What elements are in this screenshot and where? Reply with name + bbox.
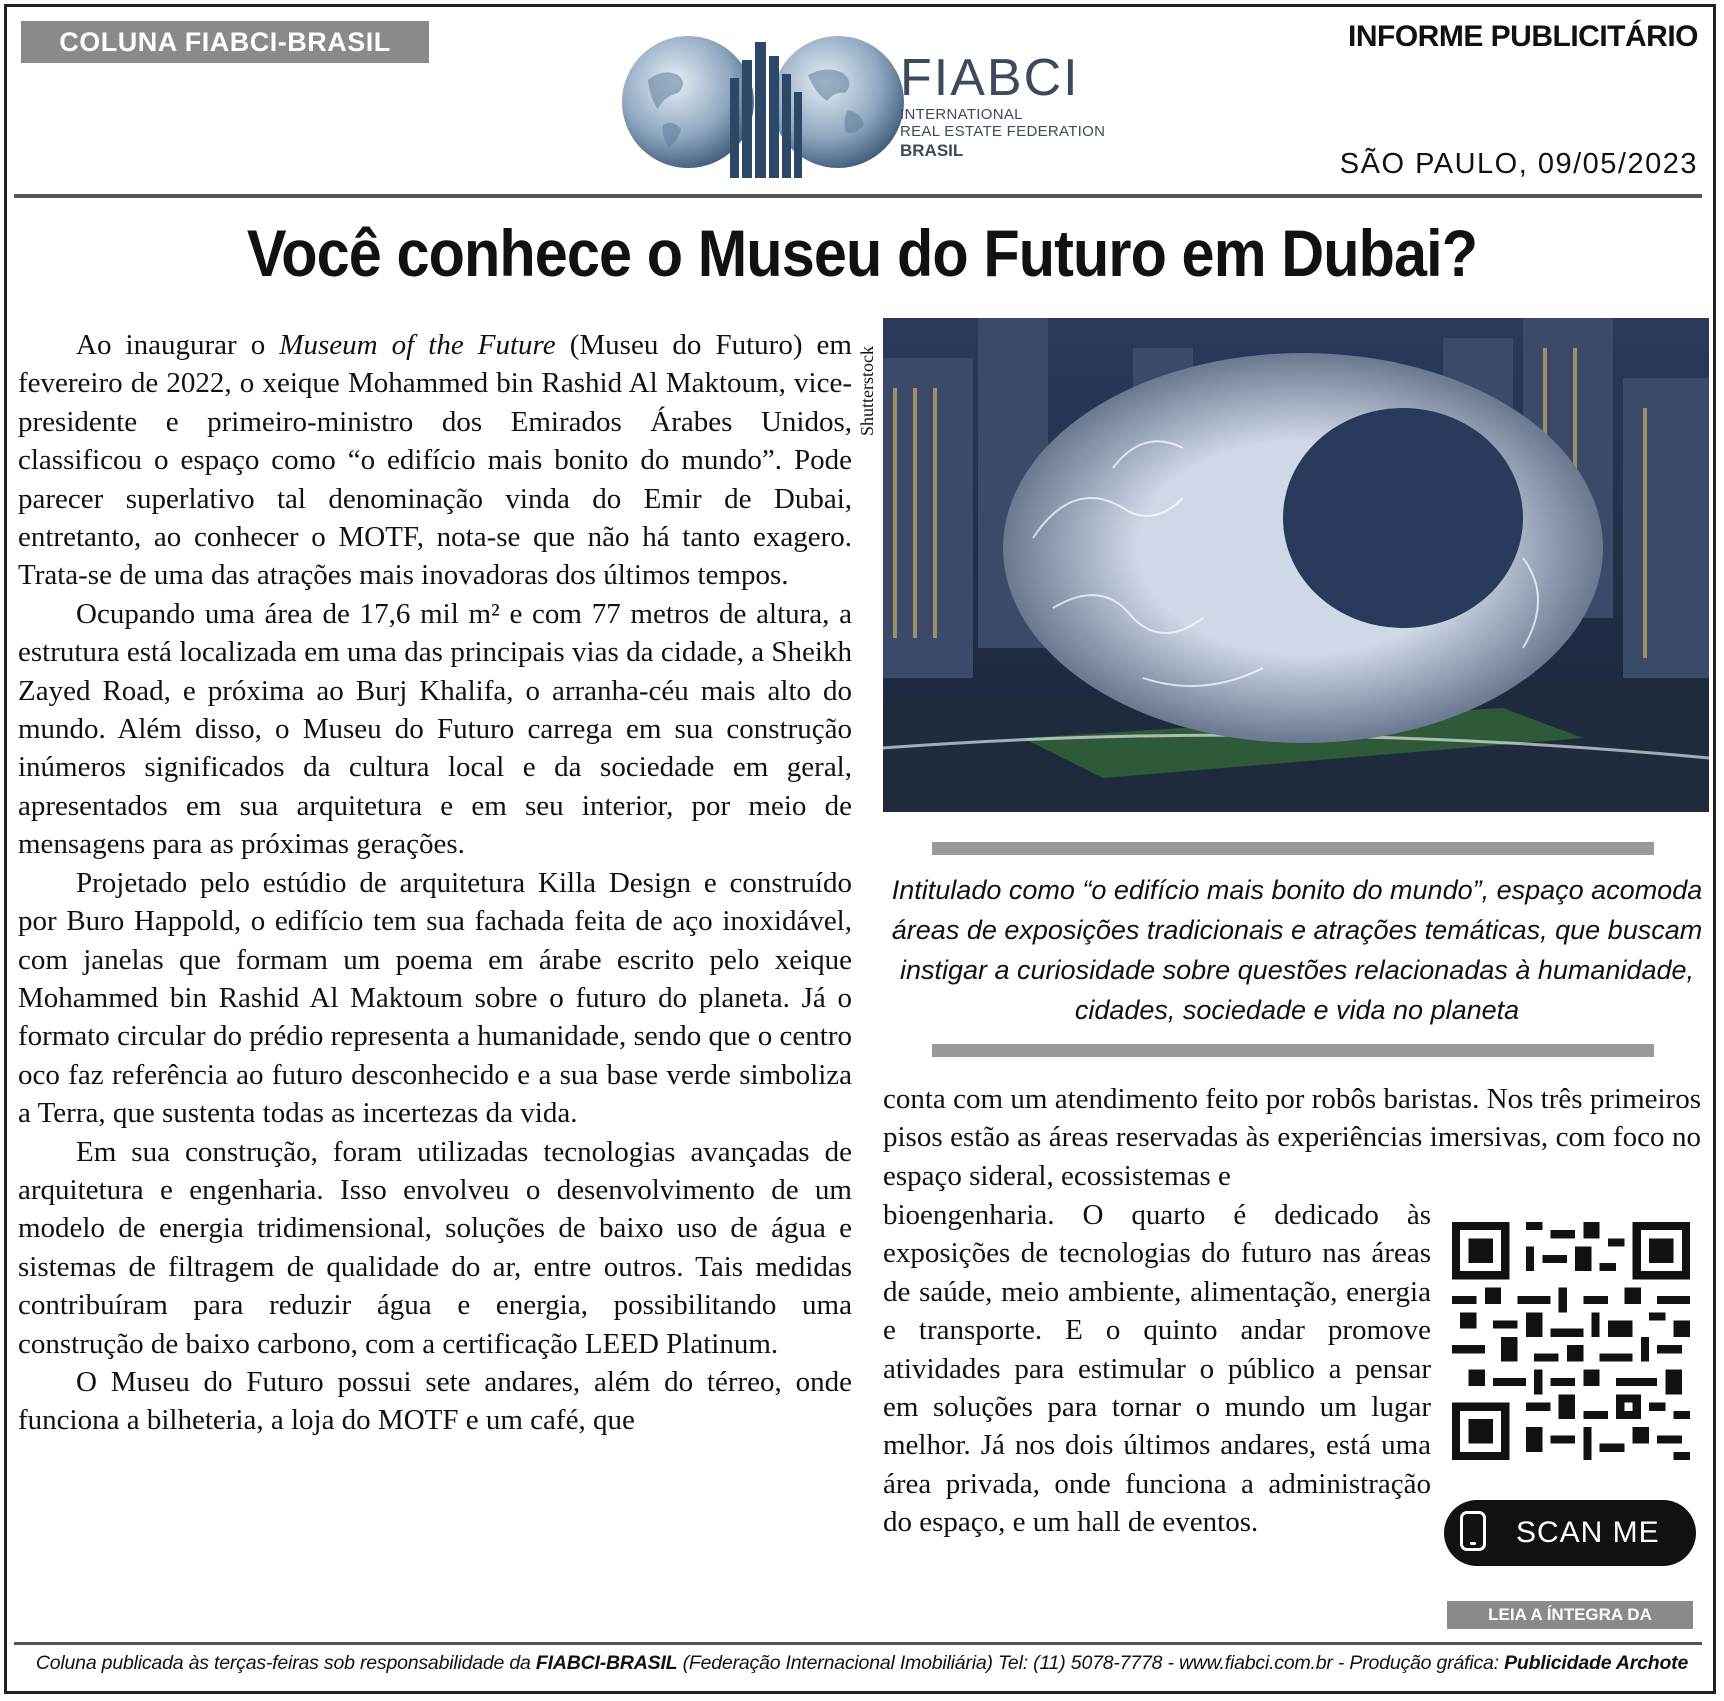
museum-title-italic: Museum of the Future	[279, 329, 556, 361]
headline: Você conhece o Museu do Futuro em Dubai?	[246, 216, 1478, 290]
informe-label: INFORME PUBLICITÁRIO	[1348, 20, 1698, 53]
qr-code-icon[interactable]	[1452, 1222, 1690, 1460]
paragraph-5: O Museu do Futuro possui sete andares, além do térreo, onde funciona a bilheteria, a loja do MOTF e um café, que	[18, 1365, 852, 1437]
right-paragraph-top: conta com um atendimento feito por robôs baristas. Nos três primeiros pisos estão as áreas reservadas às experiências imersivas, com foco no espaço sideral, ecossistemas e	[883, 1083, 1701, 1192]
read-more-label: LEIA A ÍNTEGRA DA	[1447, 1601, 1693, 1629]
phone-icon	[1460, 1511, 1486, 1551]
column-tag: COLUNA FIABCI-BRASIL	[21, 21, 429, 63]
photo-caption: Intitulado como “o edifício mais bonito do mundo”, espaço acomoda áreas de exposições tradicionais e atrações temáticas, que buscam instigar a curiosidade sobre questões relacionadas à humanidade, cidades, sociedade e vida no planeta	[891, 875, 1703, 1025]
paragraph-1: Ao inaugurar o Museum of the Future (Museu do Futuro) em fevereiro de 2022, o xeique Mohammed bin Rashid Al Maktoum, vice-presidente e primeiro-ministro dos Emirados Árabes Unidos, classificou o espaço como “o edifício mais bonito do mundo”. Pode parecer superlativo tal denominação vinda do Emir de Dubai, entretanto, ao conhecer o MOTF, nota-se que não há tanto exagero. Trata-se de uma das atrações mais inovadoras dos últimos tempos.	[18, 329, 852, 592]
footer-org: FIABCI-BRASIL	[535, 1652, 678, 1674]
paragraph-2: Ocupando uma área de 17,6 mil m² e com 77 metros de altura, a estrutura está localizada em uma das principais vias da cidade, a Sheikh Zayed Road, e próxima ao Burj Khalifa, o arranha-céu mais alto do mundo. Além disso, o Museu do Futuro carrega em sua construção inúmeros significados da cultura local e da sociedade em geral, apresentados em sua arquitetura e em seu interior, por meio de mensagens para as próximas gerações.	[18, 597, 852, 861]
museum-photo	[883, 318, 1709, 812]
scan-me-label: SCAN ME	[1516, 1516, 1660, 1549]
logo-name: FIABCI	[900, 49, 1080, 107]
fiabci-logo	[900, 50, 1105, 161]
logo-line2: REAL ESTATE FEDERATION	[900, 123, 1106, 140]
left-column	[18, 326, 852, 1440]
top-divider	[14, 194, 1702, 198]
right-column-top	[883, 1080, 1701, 1195]
paragraph-4: Em sua construção, foram utilizadas tecnologias avançadas de arquitetura e engenharia. Isso envolveu o desenvolvimento de um modelo de energia tridimensional, soluções de baixo uso de água e sistemas de filtragem de qualidade do ar, entre outros. Tais medidas contribuíram para reduzir água e energia, possibilitando uma construção de baixo carbono, com a certificação LEED Platinum.	[18, 1135, 852, 1360]
bottom-divider	[14, 1642, 1702, 1645]
caption-rule-top	[932, 842, 1654, 855]
logo-line1: INTERNATIONAL	[900, 106, 1023, 123]
footer-producer: Publicidade Archote	[1504, 1652, 1689, 1674]
dateline: SÃO PAULO, 09/05/2023	[1339, 148, 1698, 180]
photo-credit: Shutterstock	[857, 346, 877, 436]
footer: Coluna publicada às terças-feiras sob responsabilidade da FIABCI-BRASIL (Federação Internacional Imobiliária) Tel: (11) 5078-7778 - www.fiabci.com.br - Produção gráfica: Publicidade Archote	[35, 1652, 1689, 1674]
paragraph-3: Projetado pelo estúdio de arquitetura Killa Design e construído por Buro Happold, o edifício tem sua fachada feita de aço inoxidável, com janelas que formam um poema em árabe escrito pelo xeique Mohammed bin Rashid Al Maktoum sobre o futuro do planeta. Já o formato circular do prédio representa a humanidade, sendo que o centro oco faz referência ao futuro desconhecido e a sua base verde simboliza a Terra, que sustenta todas as incertezas da vida.	[18, 866, 852, 1130]
right-paragraph-bottom: bioengenharia. O quarto é dedicado às exposições de tecnologias do futuro nas áreas de saúde, meio ambiente, alimentação, energia e transporte. E o quinto andar promove atividades para estimular o público a pensar em soluções para tornar o mundo um lugar melhor. Já nos dois últimos andares, está uma área privada, onde funciona a administração do espaço, e um hall de eventos.	[883, 1199, 1431, 1539]
right-column-bottom	[883, 1196, 1431, 1542]
caption-rule-bottom	[932, 1044, 1654, 1057]
logo-country: BRASIL	[900, 141, 964, 160]
scan-me-button[interactable]	[1444, 1500, 1696, 1566]
